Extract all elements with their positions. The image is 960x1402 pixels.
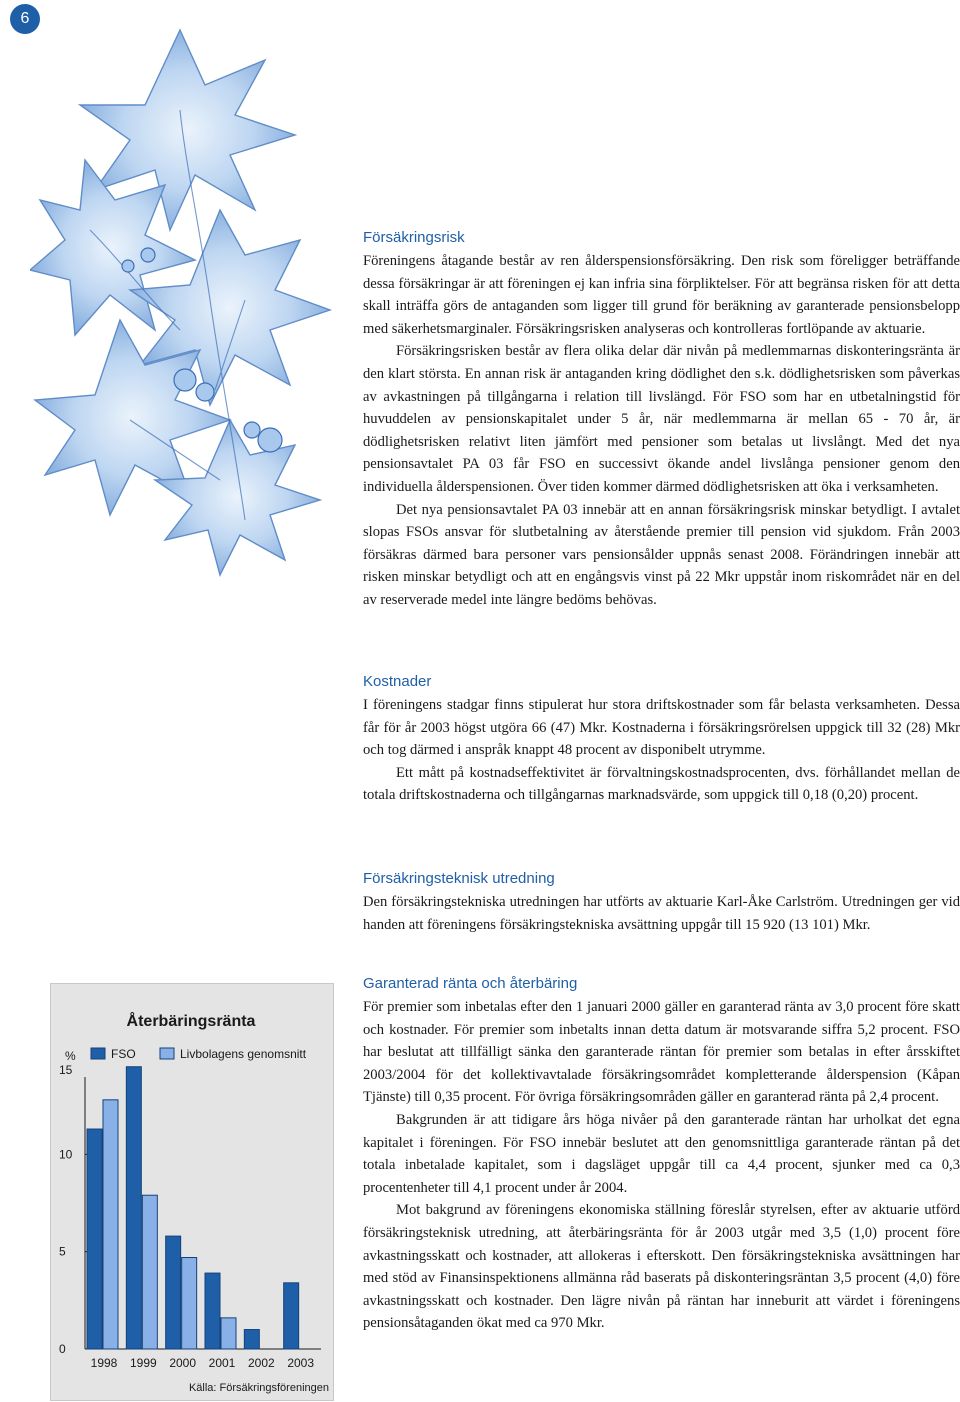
section-garanterad-ranta (363, 975, 960, 1335)
legend-label-fso: FSO (111, 1047, 136, 1061)
chart-title: Återbäringsränta (126, 1013, 256, 1030)
legend-swatch-livbolag (160, 1048, 174, 1059)
aterbaringsranta-chart (50, 983, 334, 1401)
paragraph: Den försäkringstekniska utredningen har utförts av aktuarie Karl-Åke Carlström. Utredningen ger vid handen att föreningens försäkringstekniska avsättning uppgår till 15 920 (13 101) Mkr. (363, 894, 960, 933)
y-axis-label: % (65, 1049, 76, 1063)
x-tick-label: 2002 (247, 1356, 275, 1370)
bar-livbolag-2000 (182, 1258, 197, 1349)
paragraph: Det nya pensionsavtalet PA 03 innebär att en annan försäkringsrisk minskar betydligt. I avtalet slopas FSOs ansvar för slutbetalning av återstående premier till pension vid sjukdom. Från 2003 försäkras därmed bara personer vars pensionsålder uppnås senast 2008. Förändringen innebär att risken minskar betydligt och att en engångsvis vinst på 22 Mkr uppstår inom riskområdet när en del av reserverade medel inte längre bedöms behövas. (363, 501, 960, 608)
bar-fso-1999 (126, 1067, 141, 1349)
page-number: 6 (20, 10, 30, 27)
section-forsakringsrisk (363, 229, 960, 612)
bar-fso-2001 (205, 1273, 220, 1349)
section-heading: Garanterad ränta och återbäring (363, 975, 578, 992)
bar-livbolag-2001 (221, 1318, 236, 1349)
chart-canvas (51, 984, 335, 1402)
section-forsakringsteknisk-utredning (363, 870, 960, 936)
y-tick-label: 10 (59, 1147, 73, 1162)
bar-fso-2002 (244, 1330, 259, 1349)
bar-fso-2000 (166, 1236, 181, 1349)
section-heading: Försäkringsteknisk utredning (363, 870, 555, 887)
paragraph: Ett mått på kostnadseffektivitet är förvaltningskostnadsprocenten, dvs. förhållandet mellan de totala driftskostnaderna och tillgångarnas marknadsvärde, som uppgick till 0,18 (0,20) procent. (363, 764, 960, 804)
legend-swatch-fso (91, 1048, 105, 1059)
chart-source: Källa: Försäkringsföreningen (188, 1382, 329, 1394)
paragraph: Mot bakgrund av föreningens ekonomiska ställning föreslår styrelsen, efter av aktuarie utförd försäkringsteknisk utredning, att återbäringsränta för år 2003 utgår med 3,5 (1,0) procent före avkastningsskatt och kostnader, att allokeras i efterskott. Den försäkringstekniska avsättningen har med stöd av Finansinspektionens allmänna råd baserats på diskonteringsräntan 3,5 procent (4,0) före avkastningsskatt och kostnader. Den lägre nivån på räntan har inneburit att värdet i föreningens pensionsåtaganden ökat med ca 970 Mkr. (363, 1202, 960, 1332)
y-tick-label: 5 (59, 1244, 66, 1259)
paragraph: I föreningens stadgar finns stipulerat hur stora driftskostnader som får belasta verksamheten. Dessa får för år 2003 högst utgöra 66 (47) Mkr. Kostnaderna i försäkringsrörelsen uppgick till 32 (28) Mkr och tog därmed i anspråk knappt 48 procent av disponibelt utrymme. (363, 697, 960, 759)
x-tick-label: 2001 (208, 1356, 236, 1370)
y-tick-label: 0 (59, 1342, 66, 1356)
y-tick-label: 15 (59, 1063, 73, 1077)
section-heading: Kostnader (363, 673, 432, 690)
bar-fso-2003 (284, 1283, 299, 1349)
bar-fso-1998 (87, 1129, 102, 1349)
x-tick-label: 1998 (90, 1356, 118, 1370)
leaf-illustration (30, 0, 350, 620)
bar-livbolag-1998 (103, 1100, 118, 1349)
paragraph: För premier som inbetalas efter den 1 januari 2000 gäller en garanterad ränta av 3,0 procent före skatt och kostnader. För premier som inbetalts innan detta datum är motsvarande siffra 5,2 procent. FSO har beslutat att tillfälligt sänka den garanterade räntan för premier som betalas in efter årsskiftet 2003/2004 för det kollektivavtalade försäkringsområdet kompletterande ålderspension (Kåpan Tjänste) till 0,35 procent. För övriga försäkringsområden gäller en garanterad ränta på 2,4 procent. (363, 999, 960, 1106)
x-tick-label: 2003 (287, 1356, 315, 1370)
paragraph: Försäkringsrisken består av flera olika delar där nivån på medlemmarnas diskonteringsränta är den klart största. En annan risk är antaganden kring dödlighet den s.k. dödlighetsrisken som påverkas av avkastningen på tillgångarna i relation till livslängd. För FSO som har en utbetalningstid för huvuddelen av pensionskapitalet under 5 år, när medlemmarna är mellan 65 - 70 år, är dödlighetsrisken relativt liten jämfört med pensioner som betalas ut livslångt. Med det nya pensionsavtalet PA 03 får FSO en successivt ökande andel livslånga pensioner genom den individuella ålderspensionen. Över tiden kommer därmed dödlighetsrisken att öka i verksamheten. (363, 343, 960, 495)
bar-livbolag-1999 (142, 1195, 157, 1349)
legend-label-livbolag: Livbolagens genomsnitt (180, 1047, 307, 1061)
x-tick-label: 2000 (169, 1356, 197, 1370)
paragraph: Föreningens åtagande består av ren ålderspensionsförsäkring. Den risk som föreligger beträffande dessa försäkringar är att föreningen ej kan infria sina förpliktelser. För att begränsa risken för att detta skall inträffa görs de antaganden som ligger till grund för beräkning av garanterade pensionsbelopp med säkerhetsmarginaler. Försäkringsrisken analyseras och kontrolleras fortlöpande av aktuarie. (363, 253, 960, 337)
x-tick-label: 1999 (129, 1356, 157, 1370)
section-heading: Försäkringsrisk (363, 229, 465, 246)
section-kostnader (363, 673, 960, 807)
paragraph: Bakgrunden är att tidigare års höga nivåer på den garanterade räntan har urholkat det egna kapitalet i föreningen. För FSO innebär beslutet att den genomsnittliga garanterade räntan på det totala inbetalade kapitalet, som i dagsläget uppgår till ca 4,4 procent, sjunker med ca 0,3 procentenheter till 4,1 procent under år 2004. (363, 1111, 960, 1196)
